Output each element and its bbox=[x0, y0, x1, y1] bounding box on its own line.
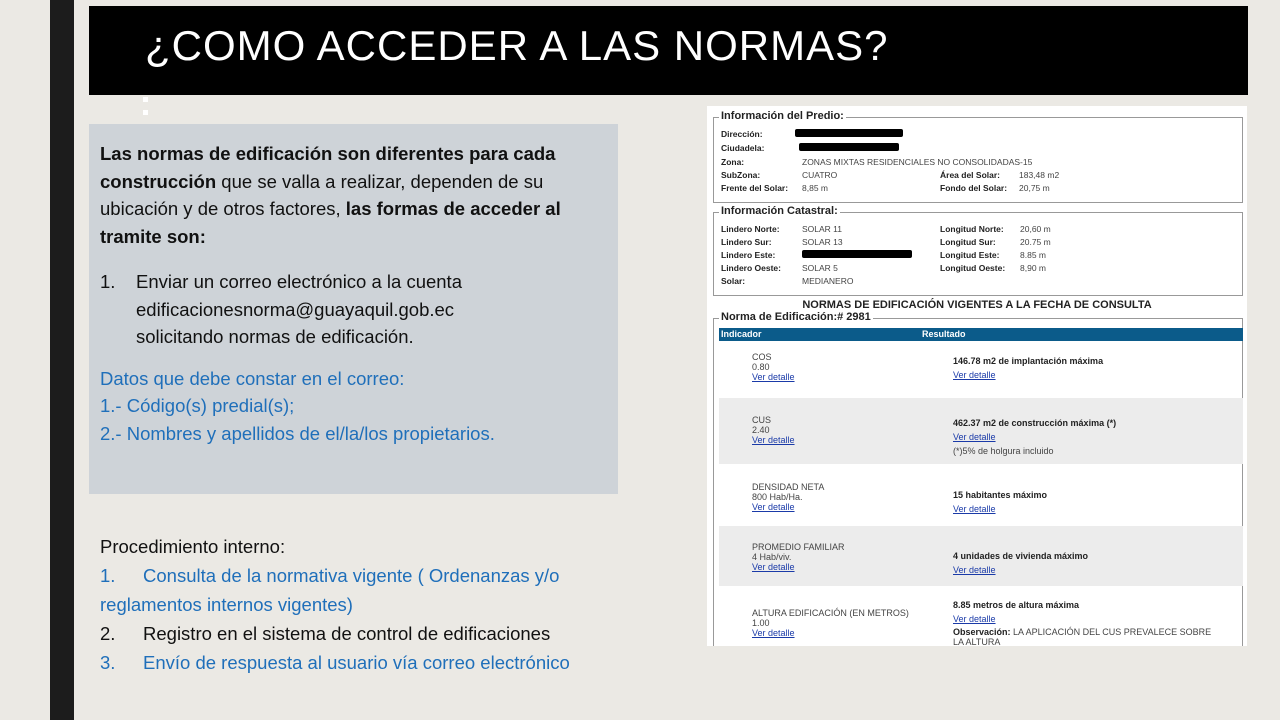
ver-detalle-link[interactable]: Ver detalle bbox=[752, 435, 795, 445]
table-header bbox=[719, 328, 1243, 341]
lindero-sur-label: Lindero Sur: bbox=[721, 237, 772, 247]
longitud-oeste-value: 8,90 m bbox=[1020, 263, 1046, 273]
redacted-direccion bbox=[795, 129, 903, 137]
datos-item-1: 1.- Código(s) predial(s); bbox=[100, 395, 295, 416]
ver-detalle-link[interactable]: Ver detalle bbox=[752, 628, 795, 638]
subzona-value: CUATRO bbox=[802, 170, 838, 180]
step-1-line-3: solicitando normas de edificación. bbox=[136, 326, 414, 347]
area-value: 183,48 m2 bbox=[1019, 170, 1060, 180]
ver-detalle-link[interactable]: Ver detalle bbox=[953, 432, 996, 442]
longitud-sur-label: Longitud Sur: bbox=[940, 237, 996, 247]
system-screenshot bbox=[707, 106, 1247, 646]
col-resultado: Resultado bbox=[922, 329, 966, 339]
ver-detalle-link[interactable]: Ver detalle bbox=[953, 565, 996, 575]
direccion-label: Dirección: bbox=[721, 129, 763, 139]
lindero-sur-value: SOLAR 13 bbox=[802, 237, 843, 247]
table-row: PROMEDIO FAMILIAR 4 Hab/viv. Ver detalle 4 unidades de vivienda máximo Ver detalle bbox=[719, 526, 1243, 586]
procedure-title: Procedimiento interno: bbox=[100, 536, 286, 557]
step-1-line-1: Enviar un correo electrónico a la cuenta bbox=[136, 271, 462, 292]
intro-bold-1: Las normas de edificación son diferentes para cada construcción bbox=[100, 143, 556, 192]
predio-legend: Información del Predio: bbox=[721, 110, 844, 122]
lindero-norte-value: SOLAR 11 bbox=[802, 224, 843, 234]
table-row: CUS 2.40 Ver detalle 462.37 m2 de construcción máxima (*) Ver detalle (*)5% de holgura incluido bbox=[719, 398, 1243, 464]
redacted-lindero-este bbox=[802, 250, 912, 258]
step-1 bbox=[100, 268, 606, 351]
zona-label: Zona: bbox=[721, 157, 745, 167]
table-row: COS 0.80 Ver detalle 146.78 m2 de implantación máxima Ver detalle bbox=[752, 352, 1104, 382]
procedure-section bbox=[100, 532, 680, 677]
info-box bbox=[89, 124, 618, 494]
table-row: DENSIDAD NETA 800 Hab/Ha. Ver detalle 15 habitantes máximo Ver detalle bbox=[752, 482, 1048, 514]
ciudadela-label: Ciudadela: bbox=[721, 143, 765, 153]
norma-legend: Norma de Edificación:# 2981 bbox=[721, 311, 871, 323]
lindero-oeste-label: Lindero Oeste: bbox=[721, 263, 781, 273]
lindero-este-label: Lindero Este: bbox=[721, 250, 776, 260]
redacted-ciudadela bbox=[799, 143, 899, 151]
ver-detalle-link[interactable]: Ver detalle bbox=[953, 614, 996, 624]
lindero-oeste-value: SOLAR 5 bbox=[802, 263, 838, 273]
table-row: ALTURA EDIFICACIÓN (EN METROS) 1.00 Ver detalle 8.85 metros de altura máxima Ver detalle Observación: LA APLICACIÓN DEL CUS PREVALECE SOBRE LA ALTURA bbox=[719, 586, 1243, 646]
solar-value: MEDIANERO bbox=[802, 276, 854, 286]
ver-detalle-link[interactable]: Ver detalle bbox=[752, 502, 795, 512]
zona-value: ZONAS MIXTAS RESIDENCIALES NO CONSOLIDADAS-15 bbox=[802, 157, 1033, 167]
datos-item-2: 2.- Nombres y apellidos de el/la/los propietarios. bbox=[100, 422, 495, 444]
longitud-norte-label: Longitud Norte: bbox=[940, 224, 1004, 234]
intro-text: que se valla a realizar, dependen de su ubicación y de otros factores, bbox=[100, 170, 544, 219]
longitud-sur-value: 20.75 m bbox=[1020, 237, 1051, 247]
fondo-value: 20,75 m bbox=[1019, 183, 1050, 193]
ver-detalle-link[interactable]: Ver detalle bbox=[752, 372, 795, 382]
subzona-label: SubZona: bbox=[721, 170, 761, 180]
area-label: Área del Solar: bbox=[940, 170, 1000, 180]
step-1-number: 1. bbox=[100, 271, 116, 292]
procedure-item-3: 3. Envío de respuesta al usuario vía correo electrónico bbox=[100, 652, 570, 673]
email-address: edificacionesnorma@guayaquil.gob.ec bbox=[136, 298, 455, 320]
col-indicador: Indicador bbox=[721, 329, 762, 339]
title-decoration bbox=[143, 97, 149, 127]
longitud-este-value: 8.85 m bbox=[1020, 250, 1046, 260]
intro-paragraph bbox=[100, 140, 606, 250]
frente-value: 8,85 m bbox=[802, 183, 828, 193]
longitud-este-label: Longitud Este: bbox=[940, 250, 1000, 260]
frente-label: Frente del Solar: bbox=[721, 183, 789, 193]
ver-detalle-link[interactable]: Ver detalle bbox=[752, 562, 795, 572]
procedure-item-1: 1. Consulta de la normativa vigente ( Ordenanzas y/o bbox=[100, 565, 560, 586]
normas-heading: NORMAS DE EDIFICACIÓN VIGENTES A LA FECHA DE CONSULTA bbox=[802, 299, 1152, 311]
longitud-oeste-label: Longitud Oeste: bbox=[940, 263, 1006, 273]
longitud-norte-value: 20,60 m bbox=[1020, 224, 1051, 234]
procedure-item-2: 2. Registro en el sistema de control de edificaciones bbox=[100, 623, 551, 644]
datos-title: Datos que debe constar en el correo: bbox=[100, 367, 405, 389]
ver-detalle-link[interactable]: Ver detalle bbox=[953, 370, 996, 380]
solar-label: Solar: bbox=[721, 276, 746, 286]
ver-detalle-link[interactable]: Ver detalle bbox=[953, 504, 996, 514]
intro-bold-2: las formas de acceder al tramite son: bbox=[100, 198, 561, 247]
fondo-label: Fondo del Solar: bbox=[940, 183, 1008, 193]
slide-title: ¿COMO ACCEDER A LAS NORMAS? bbox=[145, 22, 889, 69]
lindero-norte-label: Lindero Norte: bbox=[721, 224, 780, 234]
procedure-item-1-cont: reglamentos internos vigentes) bbox=[100, 594, 353, 615]
catastral-legend: Información Catastral: bbox=[721, 205, 838, 217]
left-accent-bar bbox=[50, 0, 74, 720]
